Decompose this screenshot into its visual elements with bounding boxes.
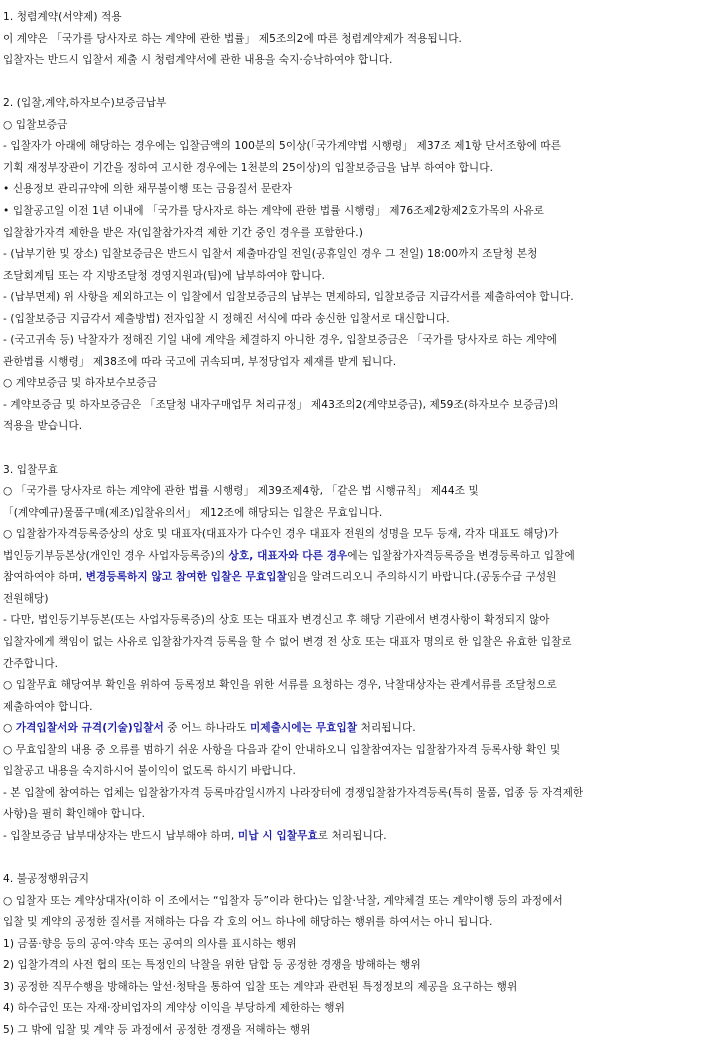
text-line — [3, 678, 714, 692]
text-line — [3, 182, 714, 196]
text-line — [3, 53, 714, 67]
line-text: 법인등기부등본상(개인인 경우 사업자등록증)의 — [3, 549, 229, 562]
text-line — [3, 161, 714, 175]
line-text: ○ 입찰무효 해당여부 확인을 위하여 등록정보 확인을 위한 서류를 요청하는 경우, 낙찰대상자는 관계서류를 조달청으로 — [3, 679, 557, 692]
text-line — [3, 743, 714, 757]
text-line — [3, 247, 714, 261]
line-text: 관한법률 시행령」 제38조에 따라 국고에 귀속되며, 부정당업자 제재를 받게 됩니다. — [3, 355, 397, 368]
line-text: 이 계약은 「국가를 당사자로 하는 계약에 관한 법률」 제5조의2에 따른 청렴계약제가 적용됩니다. — [3, 32, 463, 45]
line-text: 입찰자는 반드시 입찰서 제출 시 청렴계약서에 관한 내용을 숙지·승낙하여야 합니다. — [3, 54, 393, 67]
text-line — [3, 958, 714, 972]
line-text: 3) 공정한 직무수행을 방해하는 알선·청탁을 통하여 입찰 또는 계약과 관련된 특정정보의 제공을 요구하는 행위 — [3, 980, 518, 993]
line-text: - 다만, 법인등기부등본(또는 사업자등록증)의 상호 또는 대표자 변경신고 후 해당 기관에서 변경사항이 확정되지 않아 — [3, 614, 550, 627]
line-text: 입찰자에게 책임이 없는 사유로 입찰참가자격 등록을 할 수 없어 변경 전 상호 또는 대표자 명의로 한 입찰은 유효한 입찰로 — [3, 635, 572, 648]
text-line — [3, 139, 714, 153]
text-line — [3, 290, 714, 304]
text-line — [3, 872, 714, 886]
text-line — [3, 570, 714, 584]
text-line — [3, 269, 714, 283]
line-text: 전원해당) — [3, 592, 49, 605]
highlight-text: 미납 시 입찰무효 — [237, 829, 318, 842]
text-line — [3, 764, 714, 778]
text-line — [3, 506, 714, 520]
line-text: - 본 입찰에 참여하는 업체는 입찰참가자격 등록마감일시까지 나라장터에 경쟁입찰참가자격등록(특히 물품, 업종 등 자격제한 — [3, 786, 584, 799]
text-line — [3, 96, 714, 110]
line-text: 입찰공고 내용을 숙지하시어 불이익이 없도록 하시기 바랍니다. — [3, 765, 296, 778]
line-text: 1) 금품·향응 등의 공여·약속 또는 공여의 의사를 표시하는 행위 — [3, 937, 297, 950]
line-text: 입찰 및 계약의 공정한 질서를 저해하는 다음 각 호의 어느 하나에 해당하는 행위를 하여서는 아니 됩니다. — [3, 916, 493, 929]
line-text: - (납부면제) 위 사항을 제외하고는 이 입찰에서 입찰보증금의 납부는 면제하되, 입찰보증금 지급각서를 제출하여야 합니다. — [3, 291, 574, 304]
line-text: 사항)을 필히 확인해야 합니다. — [3, 808, 146, 821]
text-line — [3, 721, 714, 735]
line-text: 간주합니다. — [3, 657, 59, 670]
line-text: - 입찰보증금 납부대상자는 반드시 납부해야 하며, — [3, 829, 238, 842]
line-text: 참여하여야 하며, — [3, 571, 86, 584]
line-text: 4) 하수급인 또는 자재·장비업자의 계약상 이익을 부당하게 제한하는 행위 — [3, 1002, 345, 1015]
text-line — [3, 700, 714, 714]
line-text: - (입찰보증금 지급각서 제출방법) 전자입찰 시 정해진 서식에 따라 송신한 입찰서로 대신합니다. — [3, 312, 450, 325]
text-line — [3, 32, 714, 46]
line-text: • 입찰공고일 이전 1년 이내에 「국가를 당사자로 하는 계약에 관한 법률 시행령」 제76조제2항제2호가목의 사유로 — [3, 204, 545, 217]
highlight-text: 상호, 대표자와 다른 경우 — [228, 549, 348, 562]
text-line — [3, 226, 714, 240]
text-line — [3, 657, 714, 671]
text-line — [3, 549, 714, 563]
text-line — [3, 980, 714, 994]
text-line — [3, 10, 714, 24]
line-text: - 입찰자가 아래에 해당하는 경우에는 입찰금액의 100분의 5이상(「국가계약법 시행령」 제37조 제1항 단서조항에 따른 — [3, 140, 562, 153]
line-text: • 신용정보 관리규약에 의한 채무불이행 또는 금융질서 문란자 — [3, 183, 292, 196]
line-text: - (국고귀속 등) 낙찰자가 정해진 기일 내에 계약을 체결하지 아니한 경우, 입찰보증금은 「국가를 당사자로 하는 계약에 — [3, 334, 557, 347]
line-text: 1. 청렴계약(서약제) 적용 — [3, 11, 122, 23]
text-line — [3, 1023, 714, 1037]
text-line — [3, 894, 714, 908]
highlight-text: 미제출시에는 무효입찰 — [250, 722, 358, 735]
line-text: 5) 그 밖에 입찰 및 계약 등 과정에서 공정한 경쟁을 저해하는 행위 — [3, 1023, 311, 1036]
line-text: ○ 입찰참가자격등록증상의 상호 및 대표자(대표자가 다수인 경우 대표자 전원의 성명을 모두 등재, 각자 대표도 해당)가 — [3, 528, 559, 541]
text-line — [3, 937, 714, 951]
line-text: 임을 알려드리오니 주의하시기 바랍니다.(공동수급 구성원 — [286, 571, 557, 584]
text-line — [3, 484, 714, 498]
text-line — [3, 592, 714, 606]
line-text: 입찰참가자격 제한을 받은 자(입찰참가자격 제한 기간 중인 경우를 포함한다.) — [3, 226, 364, 239]
line-text: 적용을 받습니다. — [3, 420, 83, 433]
highlight-text: 가격입찰서와 규격(기술)입찰서 — [15, 722, 164, 735]
text-line — [3, 829, 714, 843]
text-line — [3, 419, 714, 433]
text-line — [3, 333, 714, 347]
line-text: 제출하여야 합니다. — [3, 700, 93, 713]
text-line — [3, 807, 714, 821]
line-text: 기획 재정부장관이 기간을 정하여 고시한 경우에는 1천분의 25이상)의 입찰보증금을 납부 하여야 합니다. — [3, 161, 494, 174]
line-text: ○ 계약보증금 및 하자보수보증금 — [3, 377, 158, 390]
line-text: 「(계약예규)물품구매(제조)입찰유의서」 제12조에 해당되는 입찰은 무효입니다. — [3, 506, 383, 519]
line-text: 2) 입찰가격의 사전 협의 또는 특정인의 낙찰을 위한 담합 등 공정한 경쟁을 방해하는 행위 — [3, 959, 421, 972]
line-text: 로 처리됩니다. — [317, 829, 387, 842]
text-line — [3, 398, 714, 412]
highlight-text: 변경등록하지 않고 참여한 입찰은 무효입찰 — [85, 571, 287, 584]
line-text: ○ 「국가를 당사자로 하는 계약에 관한 법률 시행령」 제39조제4항, 「같은 법 시행규칙」 제44조 및 — [3, 485, 479, 498]
text-line — [3, 118, 714, 132]
line-text: ○ — [3, 722, 16, 735]
text-line — [3, 312, 714, 326]
text-line — [3, 527, 714, 541]
line-text: ○ 입찰보증금 — [3, 118, 68, 131]
line-text: 2. (입찰,계약,하자보수)보증금납부 — [3, 97, 167, 110]
text-line — [3, 915, 714, 929]
line-text: 4. 불공정행위금지 — [3, 873, 90, 885]
text-line — [3, 635, 714, 649]
line-text: ○ 무효입찰의 내용 중 오류를 범하기 쉬운 사항을 다음과 같이 안내하오니 입찰참여자는 입찰참가자격 등록사항 확인 및 — [3, 743, 561, 756]
text-line — [3, 463, 714, 477]
line-text: - 계약보증금 및 하자보증금은 「조달청 내자구매업무 처리규정」 제43조의2(계약보증금), 제59조(하자보수 보증금)의 — [3, 398, 559, 411]
text-line — [3, 786, 714, 800]
text-line — [3, 204, 714, 218]
text-line — [3, 355, 714, 369]
line-text: 처리됩니다. — [357, 722, 416, 735]
line-text: ○ 입찰자 또는 계약상대자(이하 이 조에서는 “입찰자 등”이라 한다)는 입찰·낙찰, 계약체결 또는 계약이행 등의 과정에서 — [3, 894, 563, 907]
text-line — [3, 1001, 714, 1015]
line-text: 3. 입찰무효 — [3, 463, 59, 476]
text-line — [3, 376, 714, 390]
line-text: 중 어느 하나라도 — [163, 722, 251, 735]
line-text: - (납부기한 및 장소) 입찰보증금은 반드시 입찰서 제출마감일 전일(공휴일인 경우 그 전일) 18:00까지 조달청 본청 — [3, 248, 538, 261]
line-text: 에는 입찰참가자격등록증을 변경등록하고 입찰에 — [347, 549, 575, 562]
line-text: 조달회계팀 또는 각 지방조달청 경영지원과(팀)에 납부하여야 합니다. — [3, 269, 326, 282]
text-line — [3, 613, 714, 627]
